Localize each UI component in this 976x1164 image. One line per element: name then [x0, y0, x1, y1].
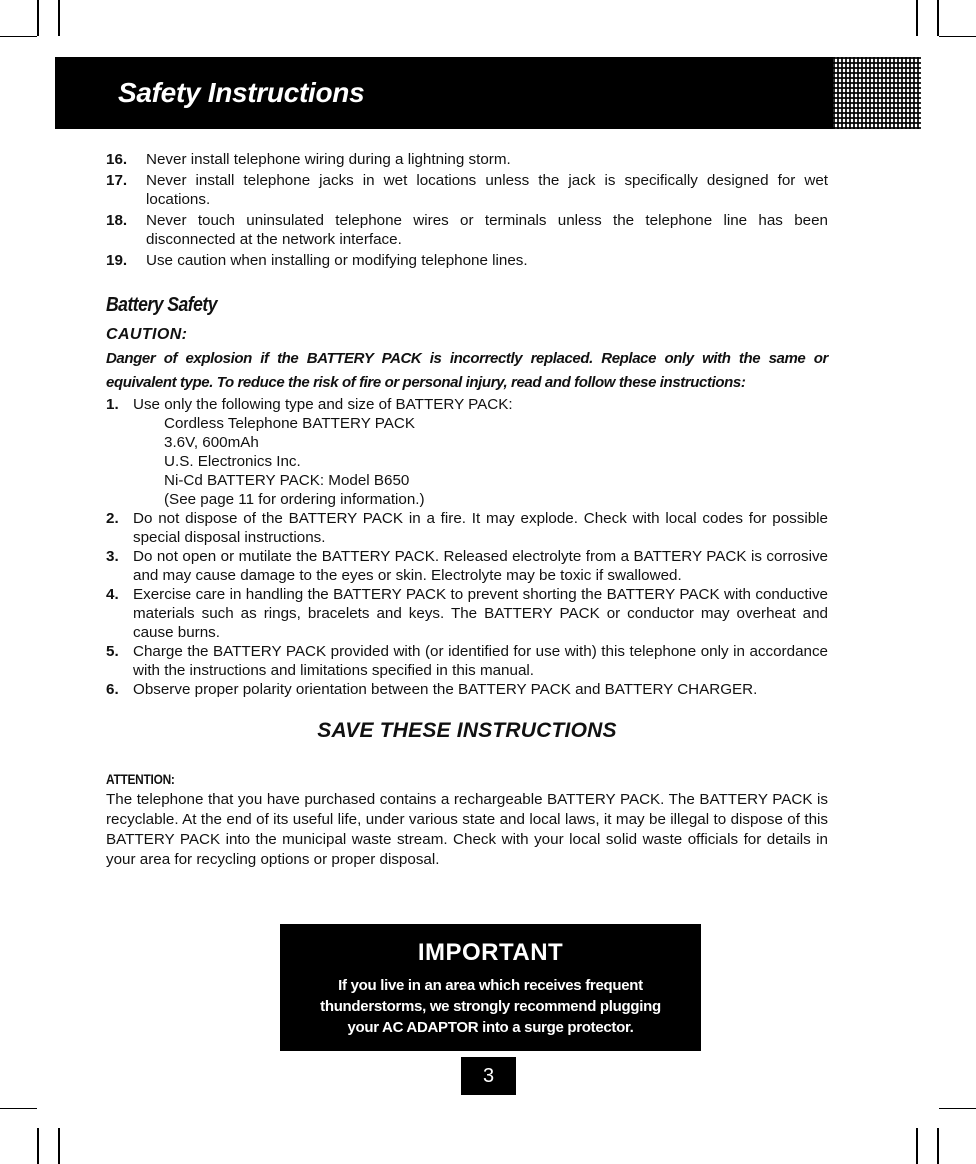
important-line: thunderstorms, we strongly recommend plugging: [320, 998, 661, 1015]
item-number: 18.: [106, 212, 128, 229]
list-item: [106, 680, 828, 699]
important-text: [280, 975, 701, 1038]
item-number: 6.: [106, 681, 119, 698]
important-title: IMPORTANT: [417, 939, 564, 966]
item-text: Do not open or mutilate the BATTERY PACK. Released electrolyte from a BATTERY PACK is corrosive and may cause damage to the eyes or skin. Electrolyte may be toxic if swallowed.: [133, 548, 828, 584]
item-text: Exercise care in handling the BATTERY PACK to prevent shorting the BATTERY PACK with conductive materials such as rings, bracelets and keys. The BATTERY PACK or conductor may overheat and cause burns.: [133, 586, 828, 641]
crop-mark: [0, 1108, 37, 1109]
list-item: [106, 171, 828, 209]
main-content: [106, 150, 828, 870]
crop-mark: [37, 1128, 39, 1164]
pack-detail: Cordless Telephone BATTERY PACK: [164, 415, 415, 432]
pack-detail: 3.6V, 600mAh: [164, 434, 259, 451]
item-text: Never touch uninsulated telephone wires or terminals unless the telephone line has been disconnected at the network interface.: [146, 212, 828, 248]
item-text: Use only the following type and size of BATTERY PACK:: [133, 396, 513, 413]
crop-mark: [939, 36, 976, 37]
pack-detail: Ni-Cd BATTERY PACK: Model B650: [164, 472, 410, 489]
item-text: Never install telephone jacks in wet locations unless the jack is specifically designed for wet locations.: [146, 172, 828, 208]
header-bar: [55, 57, 921, 129]
caution-label: CAUTION:: [106, 326, 188, 343]
item-number: 16.: [106, 151, 128, 168]
page-title: Safety Instructions: [118, 77, 365, 108]
crop-mark: [937, 1128, 939, 1164]
important-line: If you live in an area which receives frequent: [338, 977, 643, 994]
list-item: [106, 547, 828, 585]
item-text: Observe proper polarity orientation between the BATTERY PACK and BATTERY CHARGER.: [133, 681, 758, 698]
page-number: 3: [461, 1057, 516, 1095]
crop-mark: [937, 0, 939, 36]
item-number: 5.: [106, 643, 119, 660]
list-item: [106, 585, 828, 642]
list-item: [106, 251, 828, 270]
important-box: [280, 924, 701, 1051]
important-line: your AC ADAPTOR into a surge protector.: [347, 1019, 634, 1036]
crop-mark: [58, 1128, 60, 1164]
section-title: Battery Safety: [106, 294, 217, 316]
item-number: 19.: [106, 252, 128, 269]
item-number: 3.: [106, 548, 119, 565]
pack-detail: U.S. Electronics Inc.: [164, 453, 301, 470]
list-item: [106, 642, 828, 680]
save-instructions-heading: SAVE THESE INSTRUCTIONS: [317, 719, 617, 742]
list-item: [106, 509, 828, 547]
crop-mark: [37, 0, 39, 36]
list-item: [106, 150, 828, 169]
item-text: Charge the BATTERY PACK provided with (or identified for use with) this telephone only in accordance with the instructions and limitations specified in this manual.: [133, 643, 828, 679]
list-item: [106, 395, 828, 414]
crop-mark: [0, 36, 37, 37]
crop-mark: [916, 1128, 918, 1164]
crop-mark: [58, 0, 60, 36]
item-number: 4.: [106, 586, 119, 603]
item-text: Use caution when installing or modifying telephone lines.: [146, 252, 528, 269]
crop-mark: [916, 0, 918, 36]
item-number: 1.: [106, 396, 119, 413]
decorative-pattern: [833, 57, 921, 129]
attention-label: ATTENTION:: [106, 771, 175, 787]
item-text: Do not dispose of the BATTERY PACK in a fire. It may explode. Check with local codes for possible special disposal instructions.: [133, 510, 828, 546]
item-text: Never install telephone wiring during a lightning storm.: [146, 151, 511, 168]
danger-warning: Danger of explosion if the BATTERY PACK is incorrectly replaced. Replace only with the same or equivalent type. To reduce the risk of fire or personal injury, read and follow these instructions:: [106, 350, 828, 391]
attention-text: The telephone that you have purchased contains a rechargeable BATTERY PACK. The BATTERY PACK is recyclable. At the end of its useful life, under various state and local laws, it may be illegal to dispose of this BATTERY PACK into the municipal waste stream. Check with your local solid waste officials for details in your area for recycling options or proper disposal.: [106, 791, 828, 868]
list-item: [106, 211, 828, 249]
pack-detail: (See page 11 for ordering information.): [164, 491, 425, 508]
crop-mark: [939, 1108, 976, 1109]
item-number: 17.: [106, 172, 128, 189]
item-number: 2.: [106, 510, 119, 527]
